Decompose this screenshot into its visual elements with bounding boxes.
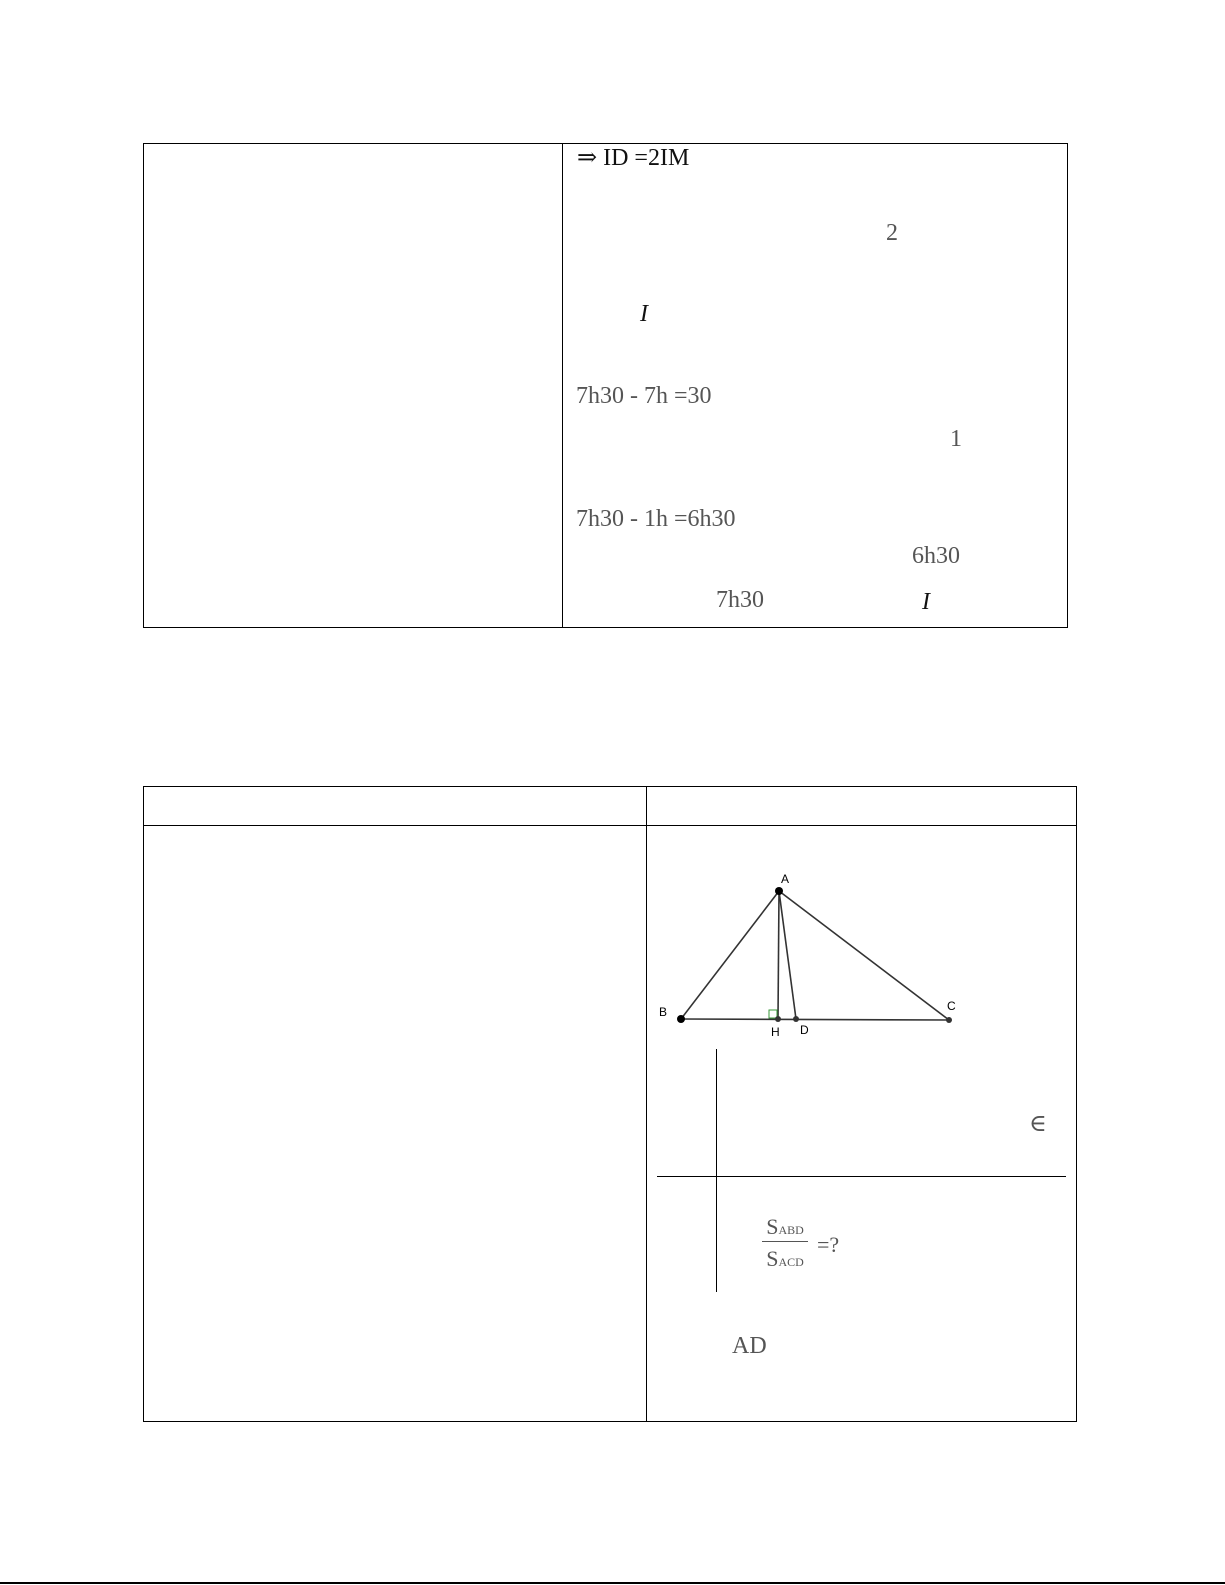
time-7h30	[716, 588, 764, 612]
time-6h30-text: 6h30	[912, 543, 960, 569]
time-difference-2	[576, 507, 736, 531]
number-one-text: 1	[950, 426, 962, 452]
time-difference-1	[576, 384, 712, 408]
variable-i-1	[640, 302, 648, 326]
segment-bc	[681, 1019, 949, 1020]
given-block-vertical-line	[716, 1049, 717, 1292]
point-h	[775, 1016, 781, 1022]
time-difference-1-text: 7h30 - 7h =30	[576, 383, 712, 409]
implies-id-2im	[577, 146, 689, 170]
variable-i-2-text: I	[922, 589, 930, 615]
number-two-text: 2	[886, 220, 898, 246]
time-difference-2-text: 7h30 - 1h =6h30	[576, 506, 736, 532]
segment-ad-text	[732, 1334, 767, 1358]
label-c: C	[947, 999, 956, 1013]
point-d	[793, 1016, 799, 1022]
implies-text: ⇒ ID =2IM	[577, 145, 690, 171]
label-a: A	[781, 872, 790, 886]
point-c	[946, 1017, 952, 1023]
table-1-column-divider	[562, 143, 563, 628]
segment-ad	[779, 891, 796, 1019]
triangle-figure	[650, 865, 970, 1045]
area-ratio-fraction	[762, 1214, 808, 1272]
belongs-symbol-text: ∈	[1029, 1111, 1047, 1137]
belongs-symbol	[1029, 1112, 1047, 1136]
label-h: H	[771, 1025, 780, 1039]
label-b: B	[659, 1005, 668, 1019]
fraction-bar	[762, 1241, 808, 1242]
number-two	[886, 221, 898, 245]
segment-ad-label: AD	[732, 1333, 767, 1359]
variable-i-text: I	[640, 301, 648, 327]
time-7h30-text: 7h30	[716, 587, 764, 613]
fraction-numerator: SABD	[766, 1214, 804, 1239]
page-bottom-rule	[0, 1582, 1225, 1584]
segment-ac	[779, 891, 949, 1020]
fraction-denominator: SACD	[766, 1246, 804, 1271]
label-d: D	[800, 1023, 809, 1037]
table-2-column-divider	[646, 786, 647, 1422]
right-angle-marker	[769, 1010, 777, 1018]
variable-i-2	[922, 590, 930, 614]
table-2-header-divider	[143, 825, 1077, 826]
segment-ah	[778, 891, 779, 1019]
point-b	[677, 1015, 685, 1023]
given-block-horizontal-line	[657, 1176, 1066, 1177]
number-one	[950, 427, 962, 451]
segment-ab	[681, 891, 779, 1019]
point-a	[775, 887, 783, 895]
time-6h30	[912, 544, 960, 568]
fraction-equals-question: =?	[817, 1232, 840, 1257]
